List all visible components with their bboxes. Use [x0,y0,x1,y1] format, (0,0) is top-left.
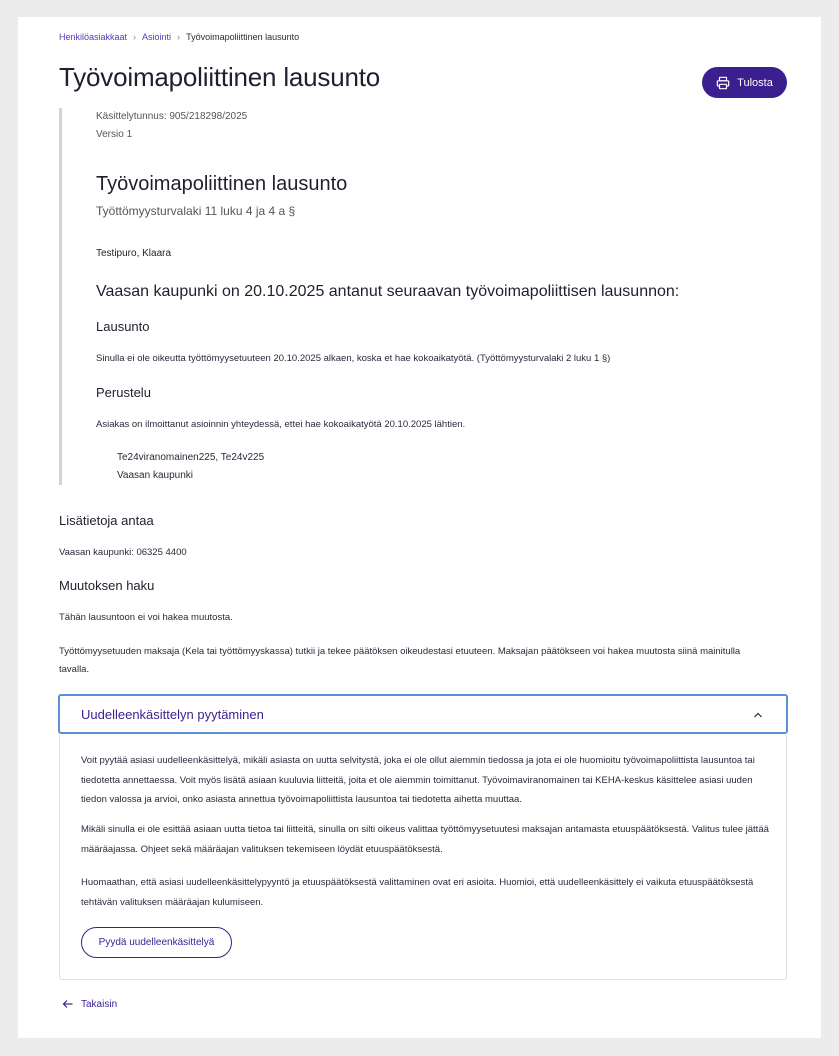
version: Versio 1 [96,129,133,140]
request-reconsideration-button[interactable]: Pyydä uudelleenkäsittelyä [81,927,232,958]
appeal-text-2: Työttömyysetuuden maksaja (Kela tai työttömyyskassa) tutkii ja tekee päätöksen oikeudestasi etuuteen. Maksajan päätökseen voi hakea muutosta siinä mainitulla tavalla. [59,646,741,675]
accordion-reconsideration-body [59,735,787,980]
breadcrumb-item-asiointi[interactable]: Asiointi [142,32,172,42]
reason-heading: Perustelu [96,385,151,400]
accordion-title: Uudelleenkäsittelyn pyytäminen [81,707,264,722]
print-button[interactable] [702,67,787,98]
chevron-right-icon: › [133,32,137,42]
breadcrumb [59,32,299,42]
case-id: Käsittelytunnus: 905/218298/2025 [96,111,248,122]
breadcrumb-item-henkiloasiakkaat[interactable]: Henkilöasiakkaat [59,32,128,42]
accordion-reconsideration-header[interactable] [58,694,788,734]
arrow-left-icon [62,998,74,1010]
statement-text: Sinulla ei ole oikeutta työttömyysetuuteen 20.10.2025 alkaen, koska et hae kokoaikatyötä. (Työttömyysturvalaki 2 luku 1 §) [96,353,611,364]
statement-heading: Lausunto [96,319,150,334]
back-link[interactable] [62,998,117,1010]
printer-icon [716,76,730,90]
appeal-heading: Muutoksen haku [59,578,155,593]
chevron-up-icon [752,709,764,721]
document-title: Työvoimapoliittinen lausunto [96,173,348,195]
statement-intro: Vaasan kaupunki on 20.10.2025 antanut seuraavan työvoimapoliittisen lausunnon: [96,283,680,300]
page-title: Työvoimapoliittinen lausunto [59,62,381,92]
signer-org: Vaasan kaupunki [117,470,193,481]
breadcrumb-current: Työvoimapoliittinen lausunto [186,32,300,42]
appeal-text-1: Tähän lausuntoon ei voi hakea muutosta. [59,612,233,623]
chevron-right-icon: › [177,32,181,42]
info-contact: Vaasan kaupunki: 06325 4400 [59,547,187,558]
signer: Te24viranomainen225, Te24v225 [117,452,265,463]
info-heading: Lisätietoja antaa [59,513,154,528]
accordion-paragraph-1: Voit pyytää asiasi uudelleenkäsittelyä, mikäli asiasta on uutta selvitystä, joka ei ole ollut aiemmin tiedossa ja jota ei ole huomioitu työvoimapoliittista lausuntoa tai tiedotetta annettaessa. Voit myös lisätä asiaan kuuluvia liitteitä, joita et ole aiemmin toimittanut. Työvoimaviranomainen tai KEHA-keskus käsittelee asiasi uuden tiedon valossa ja arvioi, onko asiasta annettua työvoimapoliittista lausuntoa tai tiedotetta aihetta muuttaa. [81,755,755,805]
statement-document [59,108,779,485]
accordion-paragraph-2: Mikäli sinulla ei ole esittää asiaan uutta tietoa tai liitteitä, sinulla on silti oikeus valittaa työttömyysetuutesi maksajan antamasta etuuspäätöksestä. Valitus tulee jättää määräajassa. Ohjeet sekä määräajan valituksen tekemiseen löydät etuuspäätöksestä. [81,824,769,855]
print-button-label: Tulosta [737,76,773,89]
back-link-label: Takaisin [81,998,118,1010]
page [18,17,821,1038]
accordion-paragraph-3: Huomaathan, että asiasi uudelleenkäsittelypyyntö ja etuuspäätöksestä valittaminen ovat eri asioita. Huomioi, että uudelleenkäsittely ei vaikuta etuuspäätöksestä tehtävän valituksen määräajan kulumiseen. [81,877,754,908]
reason-text: Asiakas on ilmoittanut asioinnin yhteydessä, ettei hae kokoaikatyötä 20.10.2025 lähtien. [96,419,466,430]
recipient-name: Testipuro, Klaara [96,248,172,259]
document-subtitle: Työttömyysturvalaki 11 luku 4 ja 4 a § [96,204,296,218]
